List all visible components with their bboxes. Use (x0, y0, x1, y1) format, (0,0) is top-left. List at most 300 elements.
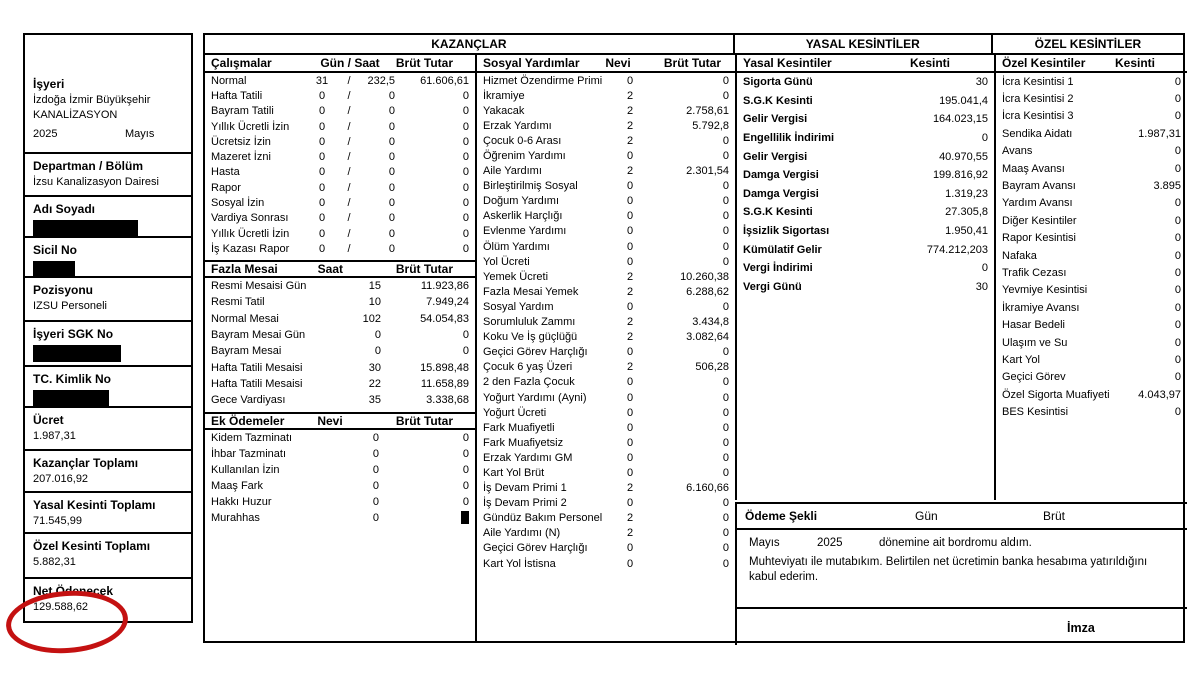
cell-brut: 0 (462, 242, 469, 255)
cell-slash: / (347, 212, 351, 225)
position-label: Pozisyonu (33, 283, 94, 297)
cell-label: Çocuk 6 yaş Üzeri (483, 361, 573, 374)
cell-label: Askerlik Harçlığı (483, 210, 563, 223)
cell-label: Gelir Vergisi (743, 150, 808, 163)
work-row (205, 149, 475, 164)
cell-label: Resmi Mesaisi Gün (211, 279, 307, 292)
wage-value: 1.987,31 (33, 430, 76, 442)
cell-brut: 0 (722, 512, 729, 525)
legal-deduction-row (737, 110, 994, 129)
net-pay-label: Net Ödenecek (33, 584, 114, 598)
cell-gun: 31 (315, 74, 329, 87)
cell-brut: 6.288,62 (686, 285, 729, 298)
cell-kesinti: 0 (1174, 249, 1181, 262)
department-value: İzsu Kanalizasyon Dairesi (33, 176, 159, 188)
cell-label: Erzak Yardımı (483, 119, 552, 132)
work-row (205, 88, 475, 103)
work-row (205, 165, 475, 180)
tc-id-box (23, 365, 193, 408)
cell-nevi: 0 (626, 421, 634, 434)
cell-kesinti: 0 (1174, 266, 1181, 279)
social-benefit-row (477, 315, 735, 330)
cell-brut: 0 (722, 89, 729, 102)
cell-label: 2 den Fazla Çocuk (483, 376, 575, 389)
work-row (205, 241, 475, 256)
cell-kesinti: 1.319,23 (945, 187, 988, 200)
cell-kesinti: 0 (1174, 371, 1181, 384)
cell-label: Kidem Tazminatı (211, 431, 293, 444)
cell-brut: 0 (462, 479, 469, 492)
cell-saat: 232,5 (367, 74, 395, 87)
cell-slash: / (347, 181, 351, 194)
cell-brut: 3.434,8 (692, 316, 729, 329)
cell-slash: / (347, 89, 351, 102)
cell-brut: 5.792,8 (692, 119, 729, 132)
social-benefit-row (477, 541, 735, 556)
cell-slash: / (347, 135, 351, 148)
cell-nevi: 0 (372, 495, 379, 508)
legal-deduction-row (737, 92, 994, 111)
cell-kesinti: 0 (1174, 284, 1181, 297)
cell-saat: 0 (374, 345, 381, 358)
cell-label: Aile Yardımı (483, 165, 542, 178)
cell-label: Fark Muafiyetsiz (483, 436, 564, 449)
cell-brut: 11.658,89 (420, 378, 469, 391)
legal-deductions-column (735, 55, 994, 500)
legal-deduction-row (737, 185, 994, 204)
cell-nevi: 0 (626, 497, 634, 510)
cell-gun: 0 (318, 151, 326, 164)
social-benefit-row (477, 239, 735, 254)
cell-kesinti: 0 (1174, 197, 1181, 210)
cell-kesinti: 40.970,55 (939, 150, 988, 163)
social-benefit-row (477, 118, 735, 133)
social-benefits-column (475, 55, 735, 643)
cell-brut: 0 (722, 240, 729, 253)
work-row (205, 226, 475, 241)
extra-payment-row (205, 446, 475, 462)
cell-label: Çocuk 0-6 Arası (483, 134, 562, 147)
earnings-total-label: Kazançlar Toplamı (33, 456, 139, 470)
private-deduction-total-value: 5.882,31 (33, 556, 76, 568)
cell-label: Geçici Görev Harçlığı (483, 346, 588, 359)
cell-label: Bayram Mesai (211, 345, 282, 358)
acknowledgement-statement (737, 537, 1187, 607)
payment-day-label: Gün (915, 509, 938, 523)
social-benefit-row (477, 179, 735, 194)
registry-no-label: Sicil No (33, 243, 78, 257)
cell-kesinti: 1.950,41 (945, 225, 988, 238)
legal-deductions-header-label: Yasal Kesintiler (743, 56, 832, 70)
cell-nevi: 0 (626, 557, 634, 570)
legal-deduction-row (737, 278, 994, 297)
cell-label: Hizmet Özendirme Primi (483, 74, 603, 87)
cell-label: Aile Yardımı (N) (483, 527, 561, 540)
cell-label: Sendika Aidatı (1002, 127, 1073, 140)
social-benefit-row (477, 164, 735, 179)
payment-gross-label: Brüt (1043, 509, 1066, 523)
cell-nevi: 0 (626, 300, 634, 313)
private-deductions-section-title: ÖZEL KESİNTİLER (991, 35, 1183, 55)
cell-brut: 0 (462, 212, 469, 225)
social-benefit-row (477, 556, 735, 571)
social-benefit-row (477, 224, 735, 239)
cell-kesinti: 0 (1174, 232, 1181, 245)
social-benefit-row (477, 511, 735, 526)
cell-gun: 0 (318, 89, 326, 102)
private-deduction-row (996, 351, 1187, 368)
cell-nevi: 0 (626, 376, 634, 389)
legal-deduction-row (737, 240, 994, 259)
cell-brut: 0 (462, 227, 469, 240)
cell-saat: 10 (368, 296, 381, 309)
work-row (205, 119, 475, 134)
work-row (205, 180, 475, 195)
cell-saat: 0 (374, 328, 381, 341)
cell-slash: / (347, 151, 351, 164)
cell-kesinti: 0 (1174, 301, 1181, 314)
cell-gun: 0 (318, 120, 326, 133)
extra-payment-row (205, 494, 475, 510)
cell-label: Engellilik İndirimi (743, 132, 835, 145)
cell-brut: 0 (462, 151, 469, 164)
cell-nevi: 0 (626, 451, 634, 464)
cell-brut: 0 (722, 210, 729, 223)
sgk-no-label: İşyeri SGK No (33, 327, 114, 341)
social-benefit-row (477, 103, 735, 118)
name-box (23, 195, 193, 238)
cell-label: Hafta Tatili Mesaisi (211, 361, 303, 374)
workplace-label: İşyeri (33, 77, 65, 91)
cell-label: Geçici Görev Harçlığı (483, 542, 588, 555)
wage-label: Ücret (33, 413, 64, 427)
overtime-header-label: Fazla Mesai (211, 261, 278, 276)
social-benefit-row (477, 481, 735, 496)
social-benefits-table-rows (477, 73, 735, 571)
cell-label: Hasar Bedeli (1002, 319, 1065, 332)
cell-label: Damga Vergisi (743, 187, 819, 200)
cell-label: İş Devam Primi 2 (483, 497, 567, 510)
cell-brut: 0 (722, 150, 729, 163)
legal-deduction-total-label: Yasal Kesinti Toplamı (33, 498, 156, 512)
cell-label: Murahhas (211, 511, 260, 524)
cell-label: Yıllık Ücretli İzin (211, 120, 290, 133)
cell-nevi: 0 (626, 195, 634, 208)
social-benefit-row (477, 194, 735, 209)
legal-deductions-table-header (737, 55, 994, 73)
cell-kesinti: 0 (1174, 162, 1181, 175)
cell-label: Gece Vardiyası (211, 394, 286, 407)
cell-label: Normal Mesai (211, 312, 279, 325)
statement-year: 2025 (817, 537, 843, 549)
social-benefit-row (477, 209, 735, 224)
cell-label: Sorumluluk Zammı (483, 316, 576, 329)
extra-payment-row (205, 510, 475, 526)
work-header-day-hour: Gün / Saat (320, 56, 380, 70)
cell-label: Sosyal İzin (211, 197, 265, 210)
signature-box (737, 607, 1187, 652)
department-label: Departman / Bölüm (33, 159, 144, 173)
cell-brut: 0 (462, 105, 469, 118)
cell-slash: / (347, 227, 351, 240)
social-benefit-row (477, 360, 735, 375)
cell-label: Ulaşım ve Su (1002, 336, 1068, 349)
cell-label: Hakkı Huzur (211, 495, 272, 508)
cell-brut: 0 (462, 166, 469, 179)
private-deduction-row (996, 334, 1187, 351)
cell-kesinti: 27.305,8 (945, 206, 988, 219)
cell-nevi: 0 (626, 74, 634, 87)
social-benefit-row (477, 345, 735, 360)
workplace-name-line2: KANALİZASYON (33, 109, 118, 121)
cell-brut: 0 (722, 451, 729, 464)
cell-kesinti: 199.816,92 (932, 169, 988, 182)
private-deductions-column (994, 55, 1187, 500)
payment-method-header (737, 504, 1187, 530)
cell-brut: 0 (722, 466, 729, 479)
cell-label: Kart Yol (1002, 353, 1040, 366)
cell-nevi: 0 (626, 406, 634, 419)
private-deduction-row (996, 282, 1187, 299)
private-deduction-row (996, 143, 1187, 160)
cell-kesinti: 4.043,97 (1138, 388, 1181, 401)
sgk-no-box (23, 320, 193, 367)
payment-method-label: Ödeme Şekli (745, 509, 818, 523)
cell-brut: 0 (462, 431, 469, 444)
legal-deduction-row (737, 259, 994, 278)
legal-deduction-row (737, 203, 994, 222)
cell-brut: 3.338,68 (426, 394, 469, 407)
social-benefit-row (477, 390, 735, 405)
cell-saat: 15 (368, 279, 381, 292)
legal-deduction-row (737, 166, 994, 185)
cell-brut: 0 (722, 180, 729, 193)
social-benefit-row (477, 73, 735, 88)
cell-label: Ücretsiz İzin (211, 135, 271, 148)
cell-label: Bayram Mesai Gün (211, 328, 306, 341)
work-table-header (205, 55, 475, 73)
cell-brut: 0 (722, 195, 729, 208)
cell-slash: / (347, 242, 351, 255)
social-benefit-row (477, 420, 735, 435)
cell-label: İhbar Tazminatı (211, 447, 287, 460)
cell-label: Rapor (211, 181, 241, 194)
cell-label: Öğrenim Yardımı (483, 150, 566, 163)
extra-payments-table-header (205, 412, 475, 430)
cell-gun: 0 (318, 181, 326, 194)
private-deduction-row (996, 160, 1187, 177)
cell-nevi: 0 (626, 346, 634, 359)
extra-payments-header-type: Nevi (317, 413, 343, 428)
statement-period-line (737, 537, 1187, 553)
work-row (205, 211, 475, 226)
legal-deduction-row (737, 73, 994, 92)
cell-kesinti: 0 (1174, 75, 1181, 88)
cell-label: Kart Yol Brüt (483, 466, 545, 479)
cell-label: Evlenme Yardımı (483, 225, 567, 238)
cell-brut: 54.054,83 (420, 312, 469, 325)
cell-label: Erzak Yardımı GM (483, 451, 573, 464)
cell-kesinti: 0 (1174, 336, 1181, 349)
cell-label: Özel Sigorta Muafiyeti (1002, 388, 1110, 401)
cell-gun: 0 (318, 227, 326, 240)
cell-label: Yoğurt Ücreti (483, 406, 547, 419)
cell-brut: 0 (722, 376, 729, 389)
social-benefit-row (477, 435, 735, 450)
cell-kesinti: 0 (981, 132, 988, 145)
cell-brut: 0 (462, 89, 469, 102)
cell-brut: 2.301,54 (686, 165, 729, 178)
cell-label: Resmi Tatil (211, 296, 265, 309)
legal-deduction-row (737, 129, 994, 148)
cell-nevi: 2 (626, 316, 634, 329)
cell-kesinti: 0 (1174, 214, 1181, 227)
private-deduction-row (996, 90, 1187, 107)
workplace-name-line1: İzdoğa İzmir Büyükşehir (33, 94, 151, 106)
cell-label: Avans (1002, 145, 1033, 158)
statement-period-text: dönemine ait bordromu aldım. (879, 537, 1032, 549)
work-row (205, 73, 475, 88)
position-box (23, 276, 193, 322)
cell-label: Koku Ve İş güçlüğü (483, 331, 578, 344)
extra-payments-header-gross: Brüt Tutar (395, 413, 453, 428)
private-deduction-row (996, 125, 1187, 142)
cell-nevi: 0 (626, 240, 634, 253)
legal-deduction-total-box (23, 491, 193, 534)
cell-brut: 3.082,64 (686, 331, 729, 344)
cell-brut: 11.923,86 (420, 279, 469, 292)
cell-label: Maaş Fark (211, 479, 263, 492)
cell-brut: 0 (462, 447, 469, 460)
social-benefit-row (477, 330, 735, 345)
cell-brut: 10.260,38 (680, 270, 729, 283)
cell-saat: 35 (368, 394, 381, 407)
legal-deduction-row (737, 147, 994, 166)
private-deduction-total-label: Özel Kesinti Toplamı (33, 539, 151, 553)
work-header-gross: Brüt Tutar (395, 56, 453, 70)
cell-label: Trafik Cezası (1002, 266, 1067, 279)
cell-label: Yoğurt Yardımı (Ayni) (483, 391, 587, 404)
cell-label: Vergi İndirimi (743, 262, 813, 275)
overtime-header-gross: Brüt Tutar (395, 261, 453, 276)
cell-nevi: 0 (372, 479, 379, 492)
cell-brut: 6.160,66 (686, 482, 729, 495)
social-benefit-row (477, 254, 735, 269)
net-pay-value: 129.588,62 (33, 601, 89, 613)
cell-nevi: 2 (626, 285, 634, 298)
tc-id-label: TC. Kimlik No (33, 372, 112, 386)
cell-nevi: 0 (372, 431, 379, 444)
extra-payments-header-label: Ek Ödemeler (211, 413, 285, 428)
cell-label: Gelir Vergisi (743, 113, 808, 126)
cell-label: Fark Muafiyetli (483, 421, 555, 434)
cell-label: Bayram Avansı (1002, 180, 1076, 193)
earnings-section-title: KAZANÇLAR (205, 35, 733, 55)
cell-gun: 0 (318, 197, 326, 210)
overtime-row (205, 278, 475, 294)
cell-kesinti: 0 (1174, 406, 1181, 419)
cell-label: S.G.K Kesinti (743, 206, 813, 219)
cell-label: Maaş Avansı (1002, 162, 1065, 175)
registry-no-box (23, 236, 193, 278)
cell-saat: 102 (362, 312, 381, 325)
private-deduction-row (996, 386, 1187, 403)
cell-nevi: 0 (626, 150, 634, 163)
period-month: Mayıs (125, 128, 155, 140)
cell-label: Fazla Mesai Yemek (483, 285, 579, 298)
cell-nevi: 2 (626, 104, 634, 117)
cell-label: Yardım Avansı (1002, 197, 1073, 210)
overtime-table-header (205, 260, 475, 278)
cell-nevi: 2 (626, 527, 634, 540)
private-deduction-row (996, 212, 1187, 229)
private-deduction-row (996, 403, 1187, 420)
cell-saat: 0 (388, 197, 395, 210)
cell-brut: 0 (722, 225, 729, 238)
overtime-row (205, 360, 475, 376)
cell-saat: 0 (388, 227, 395, 240)
overtime-row (205, 376, 475, 392)
cell-label: Normal (211, 74, 247, 87)
cell-brut: 0 (462, 328, 469, 341)
work-row (205, 134, 475, 149)
cell-label: İş Devam Primi 1 (483, 482, 567, 495)
cell-label: Kart Yol İstisna (483, 557, 556, 570)
private-deduction-row (996, 177, 1187, 194)
cell-brut: 0 (722, 134, 729, 147)
overtime-header-hours: Saat (317, 261, 343, 276)
cell-brut: 0 (722, 346, 729, 359)
name-label: Adı Soyadı (33, 202, 96, 216)
cell-nevi: 0 (626, 542, 634, 555)
position-value: IZSU Personeli (33, 300, 107, 312)
cell-brut: 2.758,61 (686, 104, 729, 117)
private-deduction-row (996, 247, 1187, 264)
cell-saat: 0 (388, 89, 395, 102)
extra-payment-row (205, 430, 475, 446)
wage-box (23, 406, 193, 451)
cell-brut: 0 (722, 421, 729, 434)
statement-month: Mayıs (749, 537, 780, 549)
social-benefits-header-gross: Brüt Tutar (663, 56, 721, 70)
cell-nevi: 2 (626, 512, 634, 525)
cell-brut: 15.898,48 (420, 361, 469, 374)
private-deduction-total-box (23, 532, 193, 579)
cell-nevi: 2 (626, 482, 634, 495)
legal-deductions-header-amount: Kesinti (909, 56, 950, 70)
cell-brut: 0 (462, 181, 469, 194)
cell-label: Yol Ücreti (483, 255, 530, 268)
cell-brut: 0 (722, 497, 729, 510)
cell-gun: 0 (318, 212, 326, 225)
cell-brut: 61.606,61 (420, 74, 469, 87)
payment-footer (735, 502, 1187, 645)
cell-gun: 0 (318, 135, 326, 148)
cell-brut: 0 (722, 406, 729, 419)
cell-label: Hafta Tatili Mesaisi (211, 378, 303, 391)
cell-nevi: 2 (626, 270, 634, 283)
cell-saat: 0 (388, 166, 395, 179)
cell-kesinti: 0 (1174, 110, 1181, 123)
tc-id-redaction-bar (33, 390, 109, 407)
overtime-row (205, 327, 475, 343)
social-benefits-table-header (477, 55, 735, 73)
legal-deduction-total-value: 71.545,99 (33, 515, 82, 527)
cell-kesinti: 0 (981, 262, 988, 275)
private-deduction-row (996, 299, 1187, 316)
cell-label: İkramiye (483, 89, 525, 102)
cell-label: Gündüz Bakım Personel (483, 512, 603, 525)
